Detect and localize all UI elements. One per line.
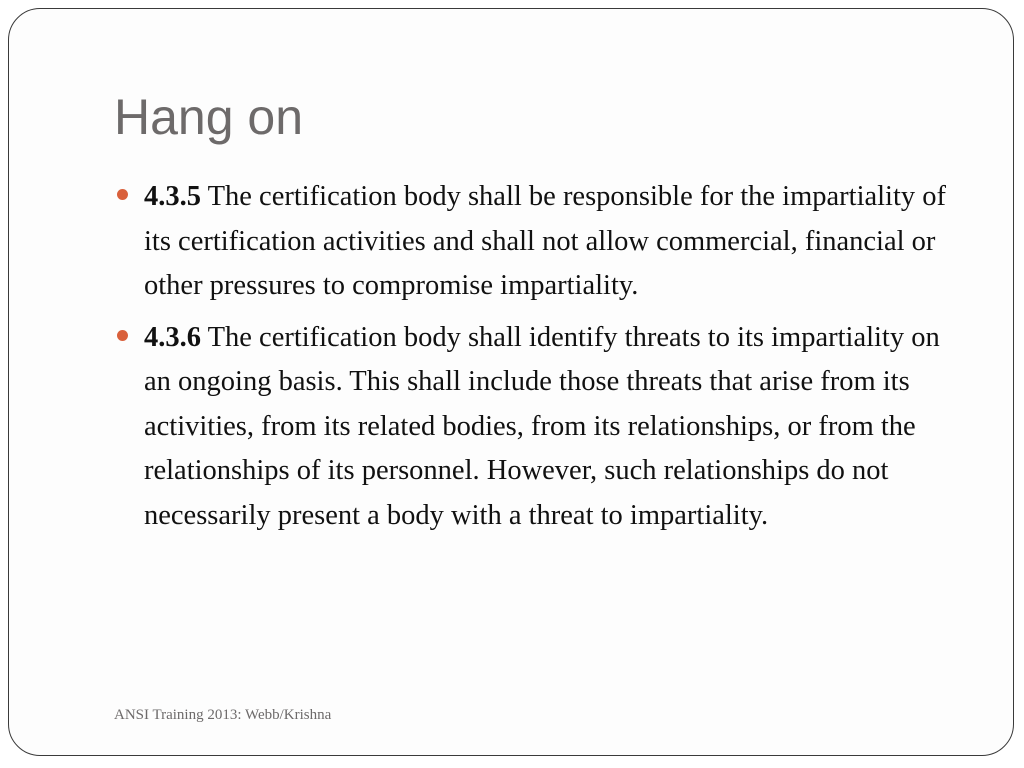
bullet-item-4-3-6	[114, 316, 949, 539]
slide-footer: ANSI Training 2013: Webb/Krishna	[114, 707, 332, 723]
clause-number: 4.3.6	[144, 321, 201, 353]
clause-number: 4.3.5	[144, 181, 201, 212]
slide-title: Hang on	[114, 89, 304, 145]
bullet-dot-icon	[117, 189, 128, 200]
clause-text: The certification body shall be responsible for the impartiality of its certification activities and shall not allow commercial, financial or other pressures to compromise impartiality.	[144, 181, 947, 301]
bullet-item-4-3-5	[114, 175, 949, 309]
slide-frame	[8, 8, 1014, 756]
clause-text: The certification body shall identify threats to its impartiality on an ongoing basis. This shall include those threats that arise from its activities, from its related bodies, from its relationships, or from the relationships of its personnel. However, such relationships do not necessarily present a body with a threat to impartiality.	[144, 321, 940, 531]
bullet-list	[114, 175, 949, 545]
bullet-dot-icon	[117, 330, 128, 341]
